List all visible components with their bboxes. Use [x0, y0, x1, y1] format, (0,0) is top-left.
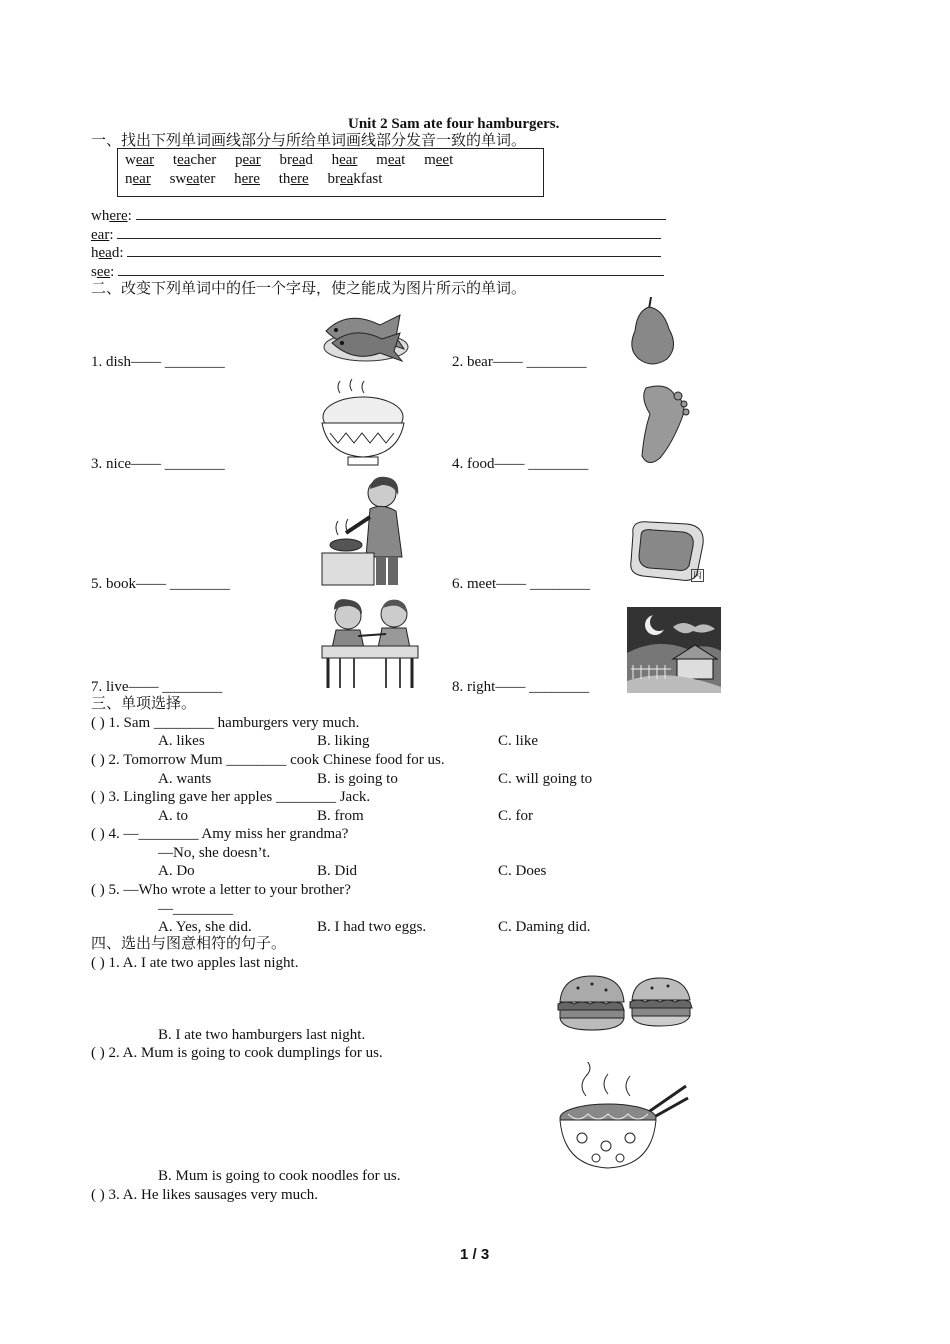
- q3-option-c: C. for: [498, 808, 533, 824]
- box-word: bread: [279, 152, 313, 168]
- item-dish: 1. dish—— ________: [91, 354, 225, 370]
- q1-option-c: C. like: [498, 733, 538, 749]
- box-word: teacher: [172, 152, 217, 168]
- meat-label: 肉: [693, 570, 703, 580]
- page-title: Unit 2 Sam ate four hamburgers.: [348, 116, 560, 132]
- q3-option-a: A. to: [158, 808, 188, 824]
- question-4-reply: —No, she doesn’t.: [158, 845, 271, 861]
- q5-option-a: A. Yes, she did.: [158, 919, 252, 935]
- item-bear: 2. bear—— ________: [452, 354, 587, 370]
- word-box-row1: [125, 151, 453, 169]
- box-word: hear: [331, 152, 358, 168]
- answer-line-where: where:: [91, 207, 666, 225]
- noodles-bowl-image: [556, 1062, 690, 1176]
- section2-heading: 二、改变下列单词中的任一个字母，使之能成为图片所示的单词。: [91, 281, 527, 297]
- question-3: ( ) 3. Lingling gave her apples ________ Jack.: [91, 789, 371, 805]
- q3-option-b: B. from: [317, 808, 364, 824]
- question-2: ( ) 2. Tomorrow Mum ________ cook Chinese food for us.: [91, 752, 445, 768]
- box-word: meet: [424, 152, 454, 168]
- rice-bowl-image: [318, 375, 408, 467]
- question-5-reply: —________: [158, 901, 233, 917]
- q4-option-c: C. Does: [498, 863, 547, 879]
- q2-option-c: C. will going to: [498, 771, 593, 787]
- hamburgers-image: [556, 972, 696, 1034]
- section4-heading: 四、选出与图意相符的句子。: [91, 936, 287, 952]
- q5-option-b: B. I had two eggs.: [317, 919, 427, 935]
- answer-line-see: see:: [91, 263, 664, 281]
- q2-option-b: B. is going to: [317, 771, 398, 787]
- question-1: ( ) 1. Sam ________ hamburgers very much.: [91, 715, 360, 731]
- q5-option-c: C. Daming did.: [498, 919, 591, 935]
- item-food: 4. food—— ________: [452, 456, 589, 472]
- section1-heading: 一、找出下列单词画线部分与所给单词画线部分发音一致的单词。: [91, 133, 527, 149]
- page-number: 1 / 3: [460, 1246, 490, 1263]
- s4-item2-option-b: B. Mum is going to cook noodles for us.: [158, 1168, 401, 1184]
- item-meet: 6. meet—— ________: [452, 576, 590, 592]
- item-live: 7. live—— ________: [91, 679, 223, 695]
- word-box-row2: [125, 170, 382, 188]
- answer-line-head: head:: [91, 244, 661, 262]
- cooking-woman-image: [320, 473, 412, 587]
- section3-heading: 三、单项选择。: [91, 696, 197, 712]
- foot-image: [630, 382, 692, 466]
- q2-option-a: A. wants: [158, 771, 212, 787]
- q4-option-a: A. Do: [158, 863, 195, 879]
- question-5: ( ) 5. —Who wrote a letter to your brother?: [91, 882, 351, 898]
- box-word: breakfast: [327, 171, 383, 187]
- q1-option-b: B. liking: [317, 733, 370, 749]
- s4-item1-option-a: ( ) 1. A. I ate two apples last night.: [91, 955, 299, 971]
- fish-image: [318, 303, 410, 365]
- box-word: meat: [376, 152, 406, 168]
- night-scene-image: [627, 607, 721, 693]
- question-4: ( ) 4. —________ Amy miss her grandma?: [91, 826, 349, 842]
- pear-image: [625, 297, 679, 367]
- item-book: 5. book—— ________: [91, 576, 230, 592]
- box-word: wear: [125, 152, 155, 168]
- box-word: pear: [234, 152, 261, 168]
- box-word: sweater: [169, 171, 216, 187]
- box-word: here: [234, 171, 260, 187]
- box-word: near: [125, 171, 151, 187]
- q1-option-a: A. likes: [158, 733, 205, 749]
- s4-item3-option-a: ( ) 3. A. He likes sausages very much.: [91, 1187, 319, 1203]
- box-word: there: [278, 171, 309, 187]
- answer-line-ear: ear:: [91, 226, 661, 244]
- s4-item1-option-b: B. I ate two hamburgers last night.: [158, 1027, 366, 1043]
- kids-eating-image: [320, 596, 422, 690]
- item-right: 8. right—— ________: [452, 679, 590, 695]
- q4-option-b: B. Did: [317, 863, 358, 879]
- item-nice: 3. nice—— ________: [91, 456, 225, 472]
- s4-item2-option-a: ( ) 2. A. Mum is going to cook dumplings for us.: [91, 1045, 383, 1061]
